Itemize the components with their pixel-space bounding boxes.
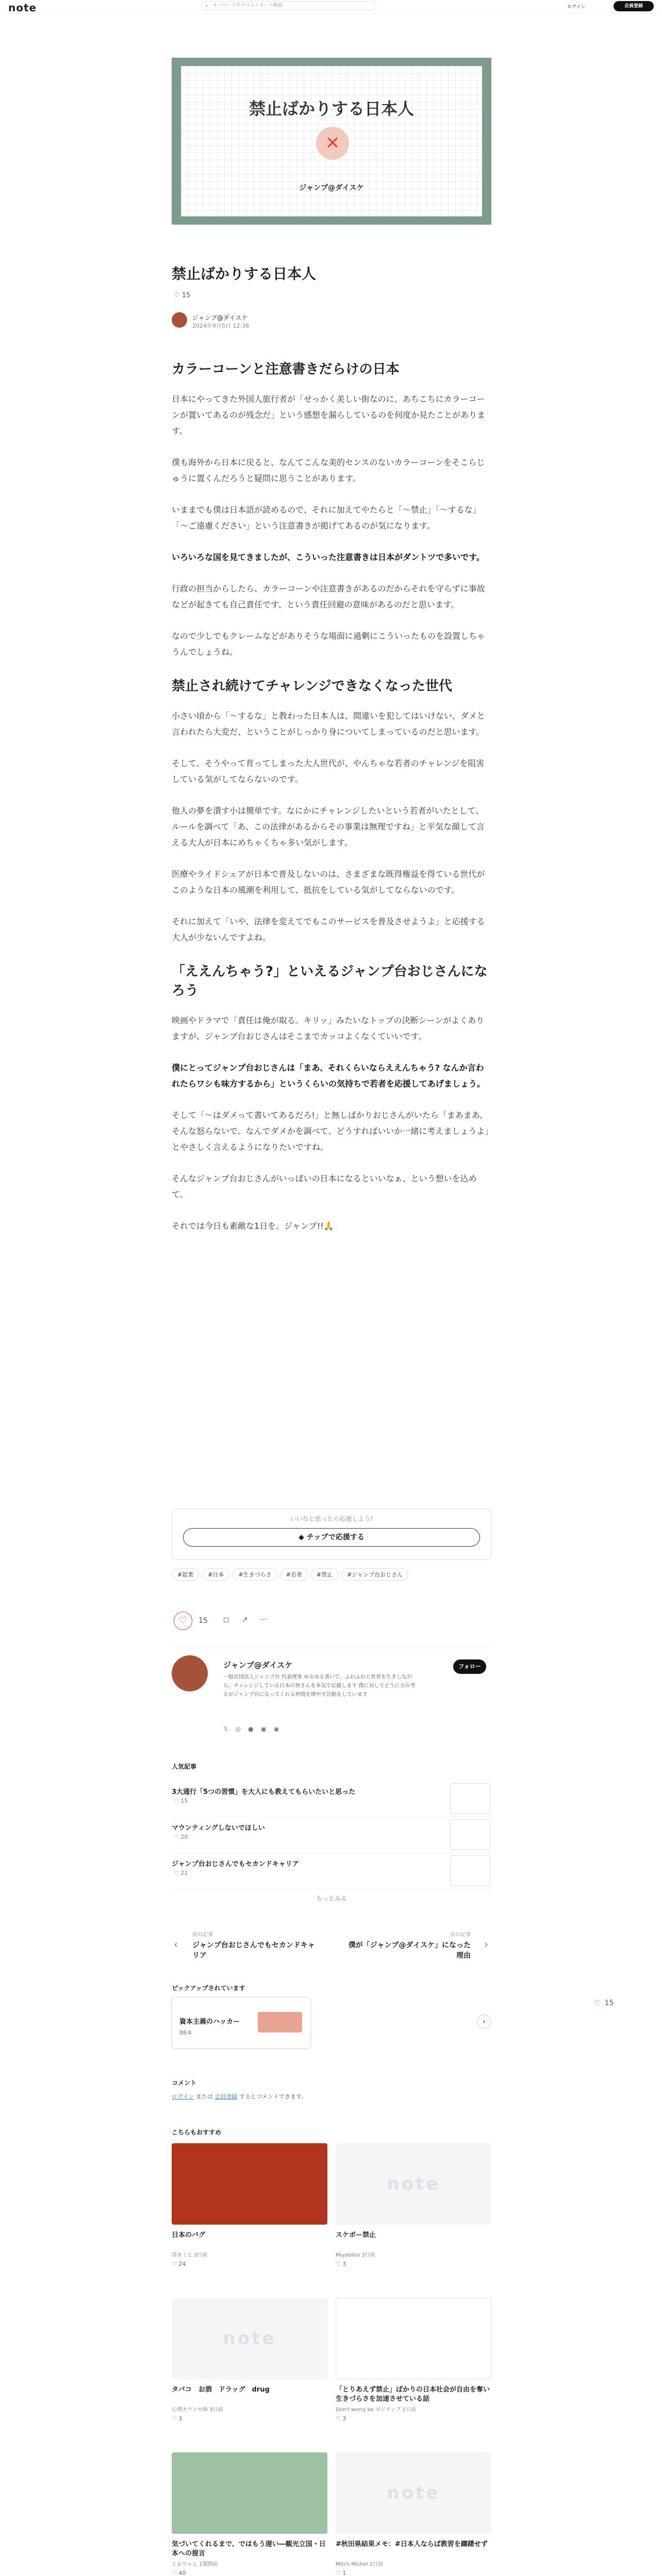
signup-link[interactable]: 会員登録 — [214, 2093, 238, 2100]
social-icons[interactable]: 𝕏◎●▣◉ — [223, 1725, 287, 1733]
article-body: カラーコーンと注意書きだらけの日本 日本にやってきた外国人旅行者が「せっかく美しい街なのに、あちこちにカラーコーンが置いてあるのが残念だ」という感想を漏らしているのを何度か見たことがあります。 僕も海外から日本に戻ると、なんてこんな美的センスのないカラーコーンをそこらじゅうに置くんだろうと疑問に思うことがあります。 いままでも僕は日本語が読めるので、それに加えてやたらと「〜禁止」「〜するな」「〜ご遠慮ください」という注意書きが掲げてあるのが気になります。 いろいろな国を見てきましたが、こういった注意書きは日本がダントツで多いです。 行政の担当からしたら、カラーコーンや注意書きがあるのだからそれを守らずに事故などが起きても自己責任です、という責任回避の意味があるのだと思います。 なので少しでもクレームなどがありそうな場面に過剰にこういったものを設置しちゃうんでしょうね。 禁止され続けてチャレンジできなくなった世代 小さい頃から「〜するな」と教わった日本人は、間違いを犯してはいけない、ダメと言われたら大変だ、ということがしっかり身についてしまっているのだと思います。 そして、そうやって育ってしまった大人世代が、やんちゃな若者のチャレンジを阻害している気がしてならないのです。 他人の夢を潰す小は簡単です。なにかにチャレンジしたいという若者がいたとして、ルールを調べて「あ、この法律があるからその事業は無理ですね」と平気な顔して言える大人が日本にめちゃくちゃ多い気がします。 医療やライドシェアが日本で普及しないのは、さまざまな既得権益を得ている世代がこのような日本の風潮を利用して、抵抗をしている気がしてならないのです。 それに加えて「いや、法律を変えてでもこのサービスを普及させようよ」と応援する大人が少ないんですよね。 「ええんちゃう?」といえるジャンプ台おじさんになろう 映画やドラマで「責任は俺が取る。キリッ」みたいなトップの決断シーンがよくありますが、ジャンプ台おじさんはそこまでカッコよくなくていいです。 僕にとってジャンプ台おじさんは「まあ、それくらいならええんちゃう? なんか言われたらワシも味方するから」というくらいの気持ちで若者を応援してあげましょう。 そして「〜はダメって書いてあるだろ!」と無しばかりおじさんがいたら「まあまあ、そんな怒らないで。なんでダメかを調べて、どうすればいいか一緒に考えましょうよ」とやさしく言えるようになりたいですね。 そんなジャンプ台おじさんがいっぱいの日本になるといいなぁ、という想いを込めて。 それでは今日も素敵な1日を。ジャンプ!!🙏 — [172, 359, 491, 1249]
reco-card[interactable]: 「とりあえず禁止」ばかりの日本社会が自由を奪い生きづらさを加速させている話 Don't worry be ポジティブ 1日前 ♡ 3 — [336, 2298, 491, 2427]
pickup-card[interactable]: 資本主義のハッカー 88本 — [172, 1997, 311, 2048]
list-item[interactable]: ジャンプ台おじさんでもセカンドキャリア ♡ 21 — [172, 1853, 491, 1889]
creator-name[interactable]: ジャンプ@ダイスケ — [223, 1660, 293, 1670]
author-info[interactable] — [172, 312, 491, 331]
note-logo[interactable]: note — [8, 2, 37, 14]
creator-desc: 一般社団法人ジャンプ台 代表理事 ゆるゆる書いて、ふわふわと世界を生きしながら、チャレンジしている日本の皆さんを本気で応援します 僕に対してどうに方の考えがジャンプ台になってくれる仲間を増やす活動をしています — [223, 1674, 416, 1698]
tag[interactable]: #禁止 — [311, 1568, 338, 1581]
section-heading: 「ええんちゃう?」といえるジャンプ台おじさんになろう — [172, 964, 488, 998]
prev-article[interactable]: 前の記事 ジャンプ台おじさんでもセカンドキャリア — [192, 1932, 315, 1960]
creator-card — [172, 1648, 491, 1751]
popular-articles: 人気記事 3大通行「5つの習慣」を大人にも教えてもらいたいと思った ♡ 15 マウンティングしないでほしい ♡ 20 ジャンプ台おじさんでもセカンドキャリア ♡ 21 — [172, 1762, 491, 1889]
section-heading: 禁止され続けてチャレンジできなくなった世代 — [172, 679, 452, 694]
hero-image — [172, 58, 491, 225]
comment-section: コメント ログイン または 会員登録 するとコメントできます。 — [172, 2079, 307, 2100]
creator-avatar[interactable] — [172, 1655, 208, 1691]
reco-card[interactable]: 気づいてくれるまで、ではもう遅い―観光立国・日本への提言 とおりゃん 1週間前 ♡ 40 — [172, 2452, 327, 2576]
tip-button[interactable]: ◆ チップで応援する — [183, 1528, 480, 1547]
signup-button[interactable]: 会員登録 — [614, 1, 654, 11]
reco-card[interactable]: note #秋田県結果メモ：#日本人ならば教習を躊躇せず Mitch Michel 2日前 ♡ 1 — [336, 2452, 491, 2576]
section-heading: カラーコーンと注意書きだらけの日本 — [172, 362, 400, 377]
tag[interactable]: #生きづらさ — [233, 1568, 277, 1581]
chevron-right-icon[interactable]: › — [484, 1938, 488, 1951]
login-link[interactable]: ログイン — [567, 5, 586, 10]
follow-button[interactable]: フォロー — [453, 1659, 486, 1674]
login-link[interactable]: ログイン — [172, 2093, 194, 2100]
heart-icon: ♡ — [174, 292, 180, 299]
reco-card[interactable]: 日本のバグ 清水ミヒ 3日前 ♡ 24 — [172, 2143, 327, 2272]
hero-title: 禁止ばかりする日本人 — [249, 99, 414, 118]
author-name[interactable]: ジャンプ@ダイスケ — [192, 314, 248, 321]
support-box: いいなと思ったら応援しよう! ◆ チップで応援する — [172, 1509, 491, 1560]
action-bar: ♡ 15 ◻ ↗ ··· — [172, 1612, 491, 1632]
share-icon[interactable]: ↗ — [242, 1616, 248, 1624]
comment-icon[interactable]: ◻ — [223, 1616, 229, 1624]
tip-icon: ◆ — [299, 1533, 304, 1541]
reco-card[interactable]: note スケボー禁止 Miyabikio 3日前 ♡ 3 — [336, 2143, 491, 2272]
search-input[interactable]: ⌕ キーワードやクリエイターで検索 — [201, 1, 376, 10]
like-count: ♡ 15 — [174, 292, 191, 299]
more-link[interactable]: もっとみる — [316, 1895, 347, 1902]
tag[interactable]: #日本 — [202, 1568, 229, 1581]
tag[interactable]: #若者 — [280, 1568, 308, 1581]
tag-list — [172, 1568, 491, 1581]
like-button[interactable]: ♡ — [174, 1612, 192, 1630]
publish-date: 2024年9月5日 12:36 — [192, 323, 250, 329]
top-header — [0, 0, 662, 13]
hero-subtitle: ジャンプ@ダイスケ — [299, 184, 364, 192]
avatar[interactable] — [172, 312, 187, 328]
next-button[interactable]: › — [477, 2014, 491, 2029]
floating-like[interactable]: ♡ 15 — [594, 1999, 614, 2007]
reco-heading: こちらもおすすめ — [172, 2129, 222, 2136]
pickup-section: ピックアップされています 資本主義のハッカー 88本 › — [172, 1984, 491, 1992]
chevron-left-icon[interactable]: ‹ — [174, 1938, 178, 1951]
list-item[interactable]: マウンティングしないでほしい ♡ 20 — [172, 1817, 491, 1853]
list-item[interactable]: 3大通行「5つの習慣」を大人にも教えてもらいたいと思った ♡ 15 — [172, 1781, 491, 1817]
reco-card[interactable]: note タバコ お酒 ドラッグ drug 心理カウンセ師 3日前 ♡ 3 — [172, 2298, 327, 2427]
article-title: 禁止ばかりする日本人 — [172, 265, 317, 282]
tag[interactable]: #ジャンプ台おじさん — [341, 1568, 408, 1581]
tag[interactable]: #起業 — [172, 1568, 199, 1581]
prohibited-icon: ✕ — [316, 127, 349, 160]
article-nav — [172, 1927, 491, 1966]
search-icon: ⌕ — [205, 3, 208, 8]
next-article[interactable]: 次の記事 僕が「ジャンプ@ダイスケ」になった理由 — [348, 1932, 471, 1960]
more-icon[interactable]: ··· — [260, 1616, 268, 1624]
